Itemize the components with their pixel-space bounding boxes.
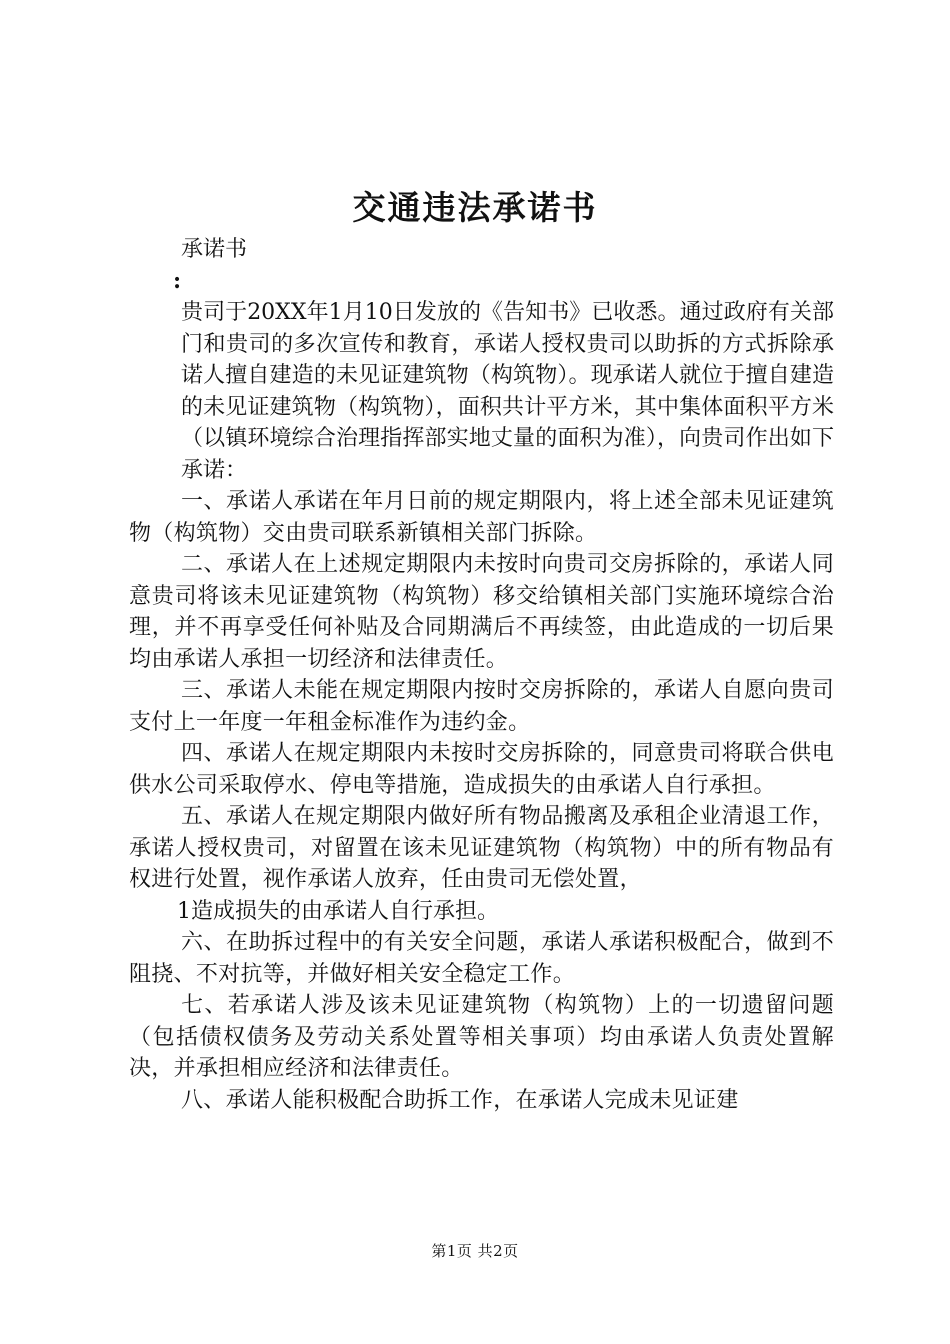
paragraph-intro: 贵司于20XX年1月10日发放的《告知书》已收悉。通过政府有关部门和贵司的多次宣传和教育，承诺人授权贵司以助拆的方式拆除承诺人擅自建造的未见证建筑物（构筑物）。现承诺人就位于擅自建造的未见证建筑物（构筑物），面积共计平方米，其中集体面积平方米（以镇环境综合治理指挥部实地丈量的面积为准），向贵司作出如下承诺： <box>181 300 834 483</box>
document-body <box>129 234 834 1116</box>
paragraph-item-2: 二、承诺人在上述规定期限内未按时向贵司交房拆除的，承诺人同意贵司将该未见证建筑物（构筑物）移交给镇相关部门实施环境综合治理，并不再享受任何补贴及合同期满后不再续签，由此造成的一切后果均由承诺人承担一切经济和法律责任。 <box>129 552 834 672</box>
salutation: 承诺书 <box>181 237 248 262</box>
salutation-colon: : <box>173 267 182 294</box>
paragraph-item-5: 五、承诺人在规定期限内做好所有物品搬离及承租企业清退工作，承诺人授权贵司，对留置在该未见证建筑物（构筑物）中的所有物品有权进行处置，视作承诺人放弃，任由贵司无偿处置， <box>129 804 834 892</box>
paragraph-item-4: 四、承诺人在规定期限内未按时交房拆除的，同意贵司将联合供电供水公司采取停水、停电等措施，造成损失的由承诺人自行承担。 <box>129 741 834 798</box>
paragraph-item-3: 三、承诺人未能在规定期限内按时交房拆除的，承诺人自愿向贵司支付上一年度一年租金标准作为违约金。 <box>129 678 834 735</box>
paragraph-item-7: 七、若承诺人涉及该未见证建筑物（构筑物）上的一切遗留问题（包括债权债务及劳动关系处置等相关事项）均由承诺人负责处置解决，并承担相应经济和法律责任。 <box>129 993 834 1081</box>
paragraph-item-1: 一、承诺人承诺在年月日前的规定期限内，将上述全部未见证建筑物（构筑物）交由贵司联系新镇相关部门拆除。 <box>129 489 834 546</box>
paragraph-item-6: 六、在助拆过程中的有关安全问题，承诺人承诺积极配合，做到不阻挠、不对抗等，并做好相关安全稳定工作。 <box>129 930 834 987</box>
paragraph-item-5-continued: 1造成损失的由承诺人自行承担。 <box>177 898 499 924</box>
paragraph-item-8: 八、承诺人能积极配合助拆工作，在承诺人完成未见证建 <box>181 1087 739 1113</box>
document-title: 交通违法承诺书 <box>352 188 598 227</box>
page-footer: 第1页 共2页 <box>431 1242 519 1260</box>
